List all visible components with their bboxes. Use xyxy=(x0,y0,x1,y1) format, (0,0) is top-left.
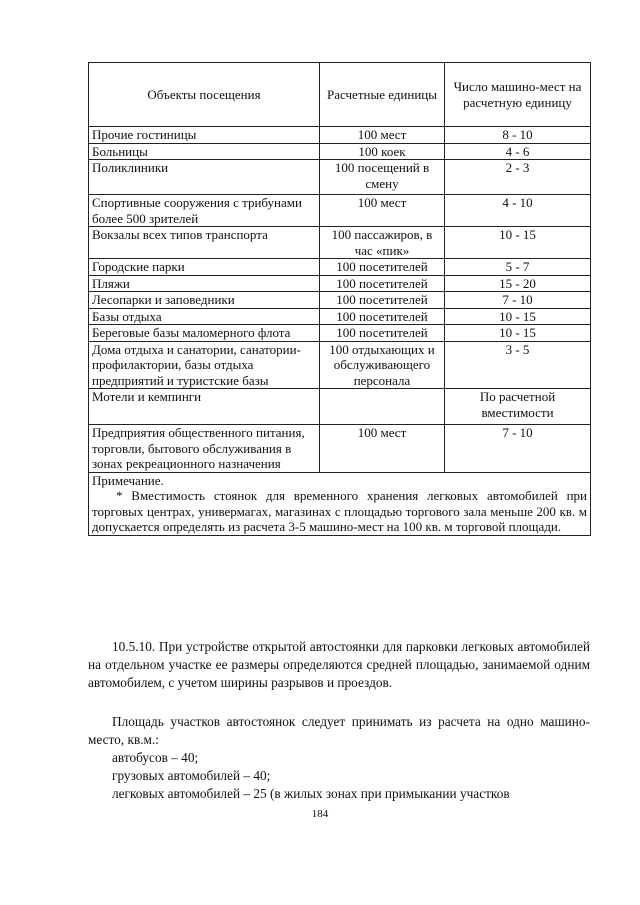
list-item: автобусов – 40; xyxy=(112,750,199,765)
cell-unit: 100 посетителей xyxy=(320,259,445,276)
parking-norms-table xyxy=(88,62,591,536)
header-spaces: Число машино-мест на расчетную единицу xyxy=(445,63,591,127)
cell-spaces: 10 - 15 xyxy=(445,325,591,342)
cell-spaces: 4 - 10 xyxy=(445,195,591,227)
cell-unit: 100 мест xyxy=(320,195,445,227)
table-row xyxy=(89,389,591,425)
cell-unit: 100 посетителей xyxy=(320,325,445,342)
table-row xyxy=(89,292,591,309)
paragraph-10-5-10: 10.5.10. При устройстве открытой автостоянки для парковки легковых автомобилей на отдельном участке ее размеры определяются средней площадью, занимаемой одним автомобилем, с учетом ширины разрывов и проездов. xyxy=(88,639,590,690)
table-row xyxy=(89,259,591,276)
table-row xyxy=(89,325,591,342)
cell-unit: 100 посещений в смену xyxy=(320,160,445,195)
header-units: Расчетные единицы xyxy=(320,63,445,127)
table-note-row xyxy=(89,472,591,535)
cell-unit: 100 посетителей xyxy=(320,292,445,309)
cell-unit: 100 посетителей xyxy=(320,308,445,325)
table-row xyxy=(89,275,591,292)
cell-unit: 100 отдыхающих и обслуживающего персонала xyxy=(320,341,445,389)
note-text: * Вместимость стоянок для временного хранения легковых автомобилей при торговых центрах, универмагах, магазинах с площадью торгового зала меньше 200 кв. м допускается определять из расчета 3-5 машино-мест на 100 кв. м торговой площади. xyxy=(92,488,587,534)
cell-unit xyxy=(320,389,445,425)
cell-unit: 100 коек xyxy=(320,143,445,160)
cell-object: Прочие гостиницы xyxy=(89,127,320,144)
paragraph-parking-area: Площадь участков автостоянок следует принимать из расчета на одно машино-место, кв.м.: xyxy=(88,714,590,747)
table-row xyxy=(89,127,591,144)
cell-object: Дома отдыха и санатории, санатории-профилактории, базы отдыха предприятий и туристские базы xyxy=(89,341,320,389)
table-note xyxy=(89,472,591,535)
header-objects: Объекты посещения xyxy=(89,63,320,127)
cell-unit: 100 мест xyxy=(320,127,445,144)
cell-unit: 100 пассажиров, в час «пик» xyxy=(320,227,445,259)
cell-spaces: 10 - 15 xyxy=(445,308,591,325)
cell-spaces: 3 - 5 xyxy=(445,341,591,389)
table-row xyxy=(89,227,591,259)
cell-spaces: 2 - 3 xyxy=(445,160,591,195)
list-item: легковых автомобилей – 25 (в жилых зонах при примыкании участков xyxy=(112,786,510,801)
list-item: грузовых автомобилей – 40; xyxy=(112,768,271,783)
cell-object: Предприятия общественного питания, торговли, бытового обслуживания в зонах рекреационного назначения xyxy=(89,425,320,473)
cell-object: Вокзалы всех типов транспорта xyxy=(89,227,320,259)
cell-object: Береговые базы маломерного флота xyxy=(89,325,320,342)
cell-spaces: 15 - 20 xyxy=(445,275,591,292)
table-row xyxy=(89,160,591,195)
table-header-row xyxy=(89,63,591,127)
note-title: Примечание. xyxy=(92,472,164,488)
cell-object: Больницы xyxy=(89,143,320,160)
cell-object: Поликлиники xyxy=(89,160,320,195)
table-row xyxy=(89,195,591,227)
cell-spaces: 8 - 10 xyxy=(445,127,591,144)
table-row xyxy=(89,341,591,389)
table-row xyxy=(89,425,591,473)
cell-spaces: 4 - 6 xyxy=(445,143,591,160)
table-row xyxy=(89,308,591,325)
cell-unit: 100 посетителей xyxy=(320,275,445,292)
cell-object: Лесопарки и заповедники xyxy=(89,292,320,309)
cell-spaces: По расчетной вместимости xyxy=(445,389,591,425)
cell-spaces: 7 - 10 xyxy=(445,425,591,473)
cell-object: Мотели и кемпинги xyxy=(89,389,320,425)
cell-spaces: 5 - 7 xyxy=(445,259,591,276)
cell-object: Пляжи xyxy=(89,275,320,292)
cell-object: Базы отдыха xyxy=(89,308,320,325)
cell-spaces: 7 - 10 xyxy=(445,292,591,309)
cell-object: Городские парки xyxy=(89,259,320,276)
cell-unit: 100 мест xyxy=(320,425,445,473)
cell-object: Спортивные сооружения с трибунами более 500 зрителей xyxy=(89,195,320,227)
cell-spaces: 10 - 15 xyxy=(445,227,591,259)
page-number: 184 xyxy=(311,808,329,820)
table-row xyxy=(89,143,591,160)
